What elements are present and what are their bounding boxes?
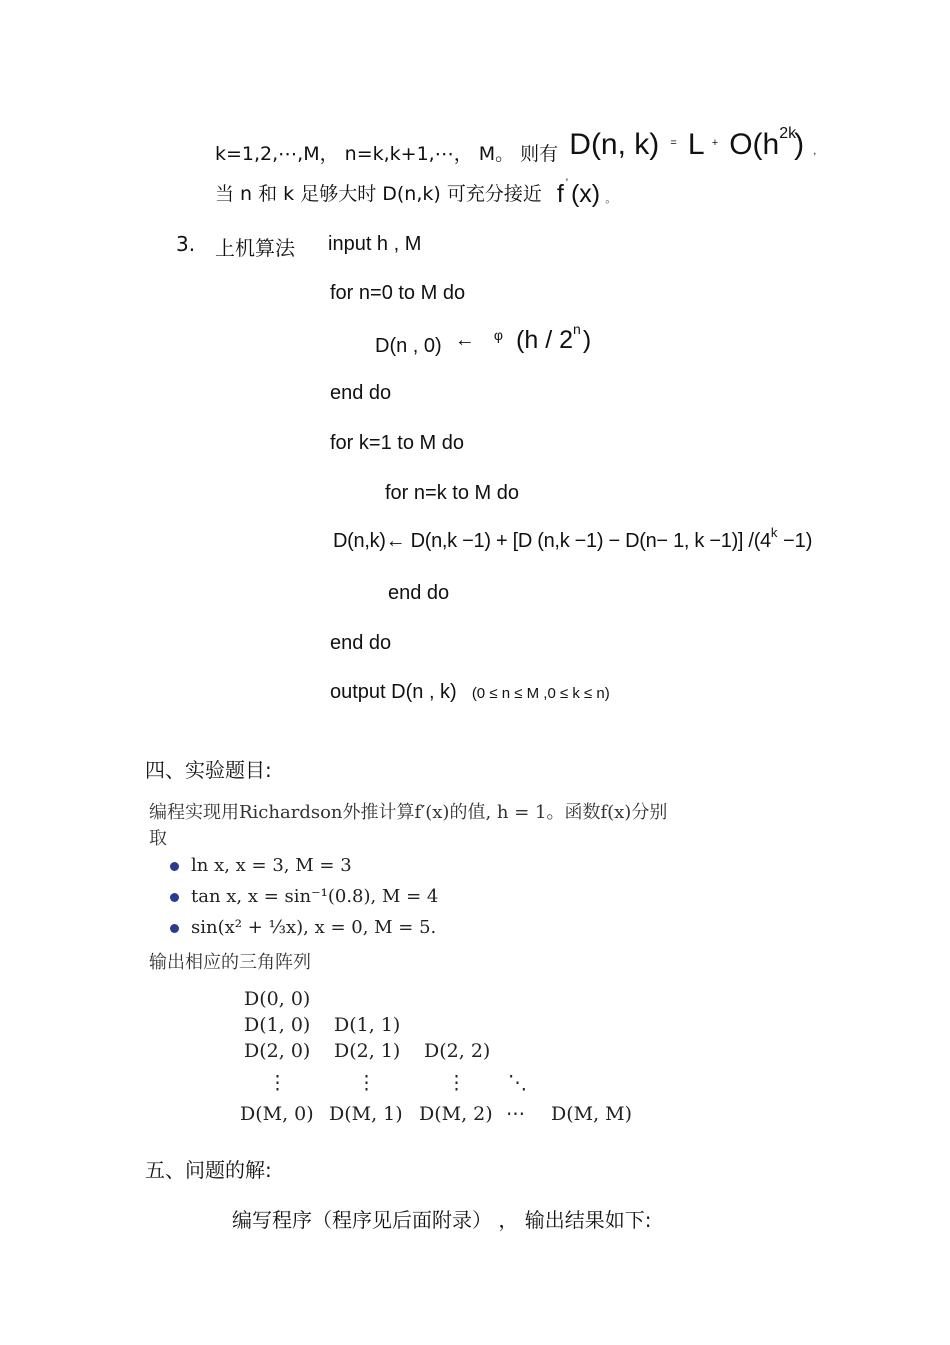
algo-for-k: for k=1 to M do — [330, 432, 464, 454]
intro-approx-text: 当 n 和 k 足够大时 D(n,k) 可充分接近 — [215, 183, 542, 205]
algo-output: output D(n , k) — [330, 681, 457, 703]
matrix-cell: D(1, 1) — [334, 1014, 401, 1036]
intro-equals: = — [670, 137, 677, 149]
matrix-cell: D(2, 1) — [334, 1040, 401, 1062]
algo-formula-end: −1) — [777, 530, 813, 552]
matrix-vdots: ⋮ — [268, 1072, 287, 1094]
intro-close-paren: ) — [794, 128, 805, 161]
list-item — [170, 886, 438, 917]
algo-init-phi: φ — [493, 327, 503, 343]
algo-init-lhs: D(n , 0) — [375, 335, 442, 357]
bullet-icon — [170, 862, 179, 871]
section-4-heading: 四、实验题目: — [145, 758, 272, 782]
intro-plus: + — [711, 137, 719, 149]
matrix-vdots: ⋮ — [357, 1072, 376, 1094]
bullet-text-2: tan x, x = sin⁻¹(0.8), M = 4 — [191, 886, 439, 907]
matrix-cdots: ⋯ — [506, 1103, 525, 1125]
algo-input: input h , M — [328, 233, 422, 255]
task-desc-line-1: 编程实现用Richardson外推计算f′(x)的值, h = 1。函数f(x)分别 — [149, 802, 668, 823]
algo-formula-main: D(n,k)← D(n,k −1) + [D (n,k −1) − D(n− 1, k −1)] /(4 — [333, 530, 771, 552]
intro-period: 。 — [605, 193, 617, 205]
intro-O-symbol: O(h — [729, 128, 780, 161]
intro-prime: ' — [565, 177, 568, 189]
algo-for-n: for n=0 to M do — [330, 282, 466, 304]
intro-line-1 — [215, 125, 817, 168]
matrix-cell: D(2, 2) — [424, 1040, 491, 1062]
algo-end-2: end do — [388, 582, 450, 604]
matrix-cell: D(M, 1) — [329, 1103, 403, 1125]
intro-D-symbol: D(n, k) — [569, 128, 660, 161]
intro-range-text: k=1,2,⋯,M， n=k,k+1,⋯， M。 则有 — [215, 143, 559, 165]
matrix-ddots: ⋱ — [508, 1072, 527, 1094]
algo-init-exp: n — [573, 321, 581, 337]
bullet-list — [170, 855, 438, 948]
section-5-body: 编写程序（程序见后面附录） ， 输出结果如下: — [232, 1208, 652, 1232]
matrix-cell: D(2, 0) — [244, 1040, 311, 1062]
matrix-vdots: ⋮ — [447, 1072, 466, 1094]
intro-exponent: 2k — [779, 125, 797, 142]
algo-title: 上机算法 — [215, 236, 295, 260]
algo-number: 3. — [176, 232, 196, 256]
intro-comma: , — [813, 145, 817, 157]
bullet-icon — [170, 924, 179, 933]
algo-output-line — [330, 681, 610, 704]
task-output-line: 输出相应的三角阵列 — [149, 952, 311, 973]
algo-init-line — [375, 321, 592, 366]
algo-end-3: end do — [330, 632, 392, 654]
task-desc-line-2: 取 — [149, 828, 167, 849]
section-5-heading: 五、问题的解: — [145, 1158, 272, 1182]
algo-formula-line — [333, 525, 813, 553]
algo-init-close: ) — [582, 326, 592, 354]
matrix-cell: D(0, 0) — [244, 988, 311, 1010]
bullet-text-1: ln x, x = 3, M = 3 — [191, 855, 352, 876]
matrix-cell: D(1, 0) — [244, 1014, 311, 1036]
intro-L-symbol: L — [687, 128, 705, 161]
algo-formula-exp: k — [770, 525, 778, 540]
list-item — [170, 855, 438, 886]
intro-line-2 — [215, 177, 617, 214]
algo-init-arg: (h / 2 — [516, 326, 574, 354]
algo-for-nk: for n=k to M do — [385, 482, 519, 504]
algo-init-arrow: ← — [454, 329, 475, 351]
algo-output-range: (0 ≤ n ≤ M ,0 ≤ k ≤ n) — [471, 685, 610, 702]
bullet-text-3: sin(x² + ⅓x), x = 0, M = 5. — [191, 917, 437, 938]
intro-f-symbol: f — [556, 180, 564, 208]
list-item — [170, 917, 438, 948]
matrix-cell: D(M, 2) — [419, 1103, 493, 1125]
matrix-cell: D(M, M) — [551, 1103, 633, 1125]
intro-x-arg: (x) — [570, 180, 601, 208]
bullet-icon — [170, 893, 179, 902]
algo-end-1: end do — [330, 382, 392, 404]
matrix-cell: D(M, 0) — [240, 1103, 314, 1125]
